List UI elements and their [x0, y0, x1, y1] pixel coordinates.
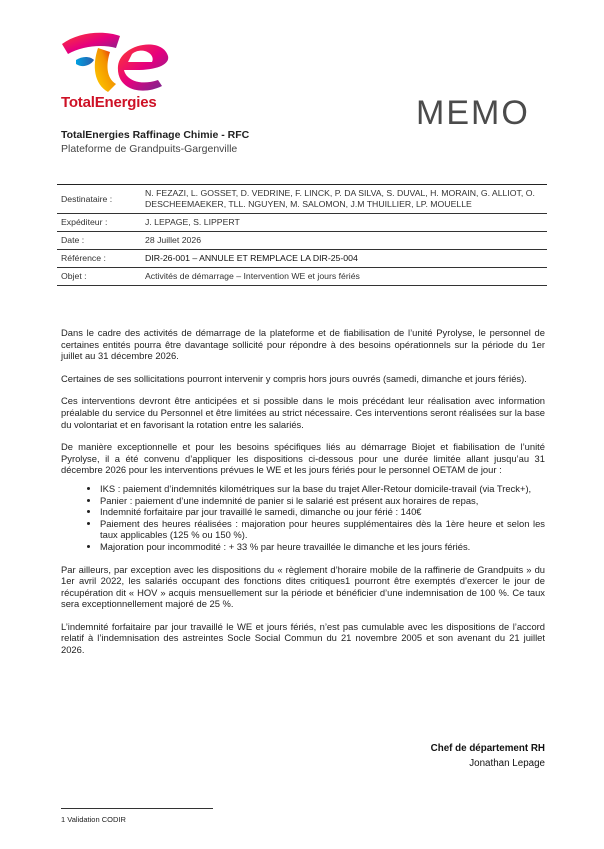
signatory-title: Chef de département RH	[430, 743, 545, 754]
paragraph-3: Ces interventions devront être anticipées et si possible dans le mois précédant leur réalisation avec information préalable du service du Personnel et être limitées au strict nécessaire. Ces interventions seront réalisées sur la base du volontariat et en favorisant la rotation entre les salariés.	[61, 395, 545, 430]
list-item: • Paiement des heures réalisées : majoration pour heures supplémentaires dès la 1ère heure et selon les taux applicables (125 % ou 150 %).	[100, 518, 545, 541]
list-item: • IKS : paiement d’indemnités kilométriques sur la base du trajet Aller-Retour domicile-travail (via Treck+),	[100, 483, 545, 495]
list-item: • Majoration pour incommodité : + 33 % par heure travaillée le dimanche et les jours fériés.	[100, 541, 545, 553]
memo-title: MEMO	[416, 94, 530, 132]
recipients-value: N. FEZAZI, L. GOSSET, D. VEDRINE, F. LINCK, P. DA SILVA, S. DUVAL, H. MORAIN, G. ALLIOT, O. DESCHEEMAEKER, TLL. NGUYEN, M. SALOMON, J.M THUILLIER, LP. MOUELLE	[141, 185, 547, 214]
recipients-row	[57, 185, 547, 214]
signatory-name: Jonathan Lepage	[469, 758, 545, 769]
sender-label: Expéditeur :	[57, 214, 141, 232]
list-item: • Indemnité forfaitaire par jour travaillé le samedi, dimanche ou jour férié : 140€	[100, 506, 545, 518]
paragraph-2: Certaines de ses sollicitations pourront intervenir y compris hors jours ouvrés (samedi, dimanche et jours fériés).	[61, 372, 527, 384]
paragraph-6: L’indemnité forfaitaire par jour travaillé le WE et jours fériés, n’est pas cumulable avec les dispositions de l’accord relatif à l’indemnisation des astreintes Socle Social Commun du 21 novembre 2005 et son avenant du 21 juillet 2026.	[61, 620, 545, 656]
date-row	[57, 232, 547, 250]
sender-row	[57, 214, 547, 232]
subject-row	[57, 268, 547, 286]
provisions-list	[61, 483, 545, 553]
brand-name: TotalEnergies	[61, 94, 157, 111]
company-name: TotalEnergies Raffinage Chimie - RFC	[61, 129, 250, 141]
footnote-divider	[61, 808, 213, 809]
date-label: Date :	[57, 232, 141, 250]
paragraph-4: De manière exceptionnelle et pour les besoins spécifiques liés au démarrage Biojet et fiabilisation de l’unité Pyrolyse, il a été convenu d’appliquer les dispositions ci-dessous pour une durée limitée allant jusqu’au 31 décembre 2026 pour les interventions prévues le WE et les jours fériés pour le personnel OETAM de jour :	[61, 441, 545, 476]
memo-body	[61, 327, 545, 667]
subject-label: Objet :	[57, 268, 141, 286]
paragraph-1: Dans le cadre des activités de démarrage de la plateforme et de fiabilisation de l’unité Pyrolyse, le personnel de certaines entités pourra être davantage sollicité pour répondre à des besoins opérationnels sur la période du 1er juillet au 31 décembre 2026.	[61, 327, 545, 362]
footnote: 1 Validation CODIR	[61, 815, 126, 824]
site-name: Plateforme de Grandpuits-Gargenville	[61, 143, 238, 155]
subject-value: Activités de démarrage – Intervention WE et jours fériés	[141, 268, 547, 286]
recipients-label: Destinataire :	[57, 185, 141, 214]
list-item: • Panier : paiement d’une indemnité de panier si le salarié est présent aux horaires de repas,	[100, 495, 545, 507]
reference-value: DIR-26-001 – ANNULE ET REMPLACE LA DIR-25-004	[141, 250, 547, 268]
date-value: 28 Juillet 2026	[141, 232, 547, 250]
reference-row	[57, 250, 547, 268]
reference-label: Référence :	[57, 250, 141, 268]
memo-info-table	[57, 184, 547, 286]
paragraph-5: Par ailleurs, par exception avec les dispositions du « règlement d’horaire mobile de la raffinerie de Grandpuits » du 1er avril 2022, les salariés occupant des fonctions dites critiques1 pourront être exemptés d’exercer le jour de récupération dit « HOV » acquis mensuellement sur la période et bénéficier d’une indemnisation de 100 %. Ce taux sera exceptionnellement majoré de 25 %.	[61, 563, 545, 610]
totalenergies-logo-icon	[58, 26, 174, 96]
sender-value: J. LEPAGE, S. LIPPERT	[141, 214, 547, 232]
